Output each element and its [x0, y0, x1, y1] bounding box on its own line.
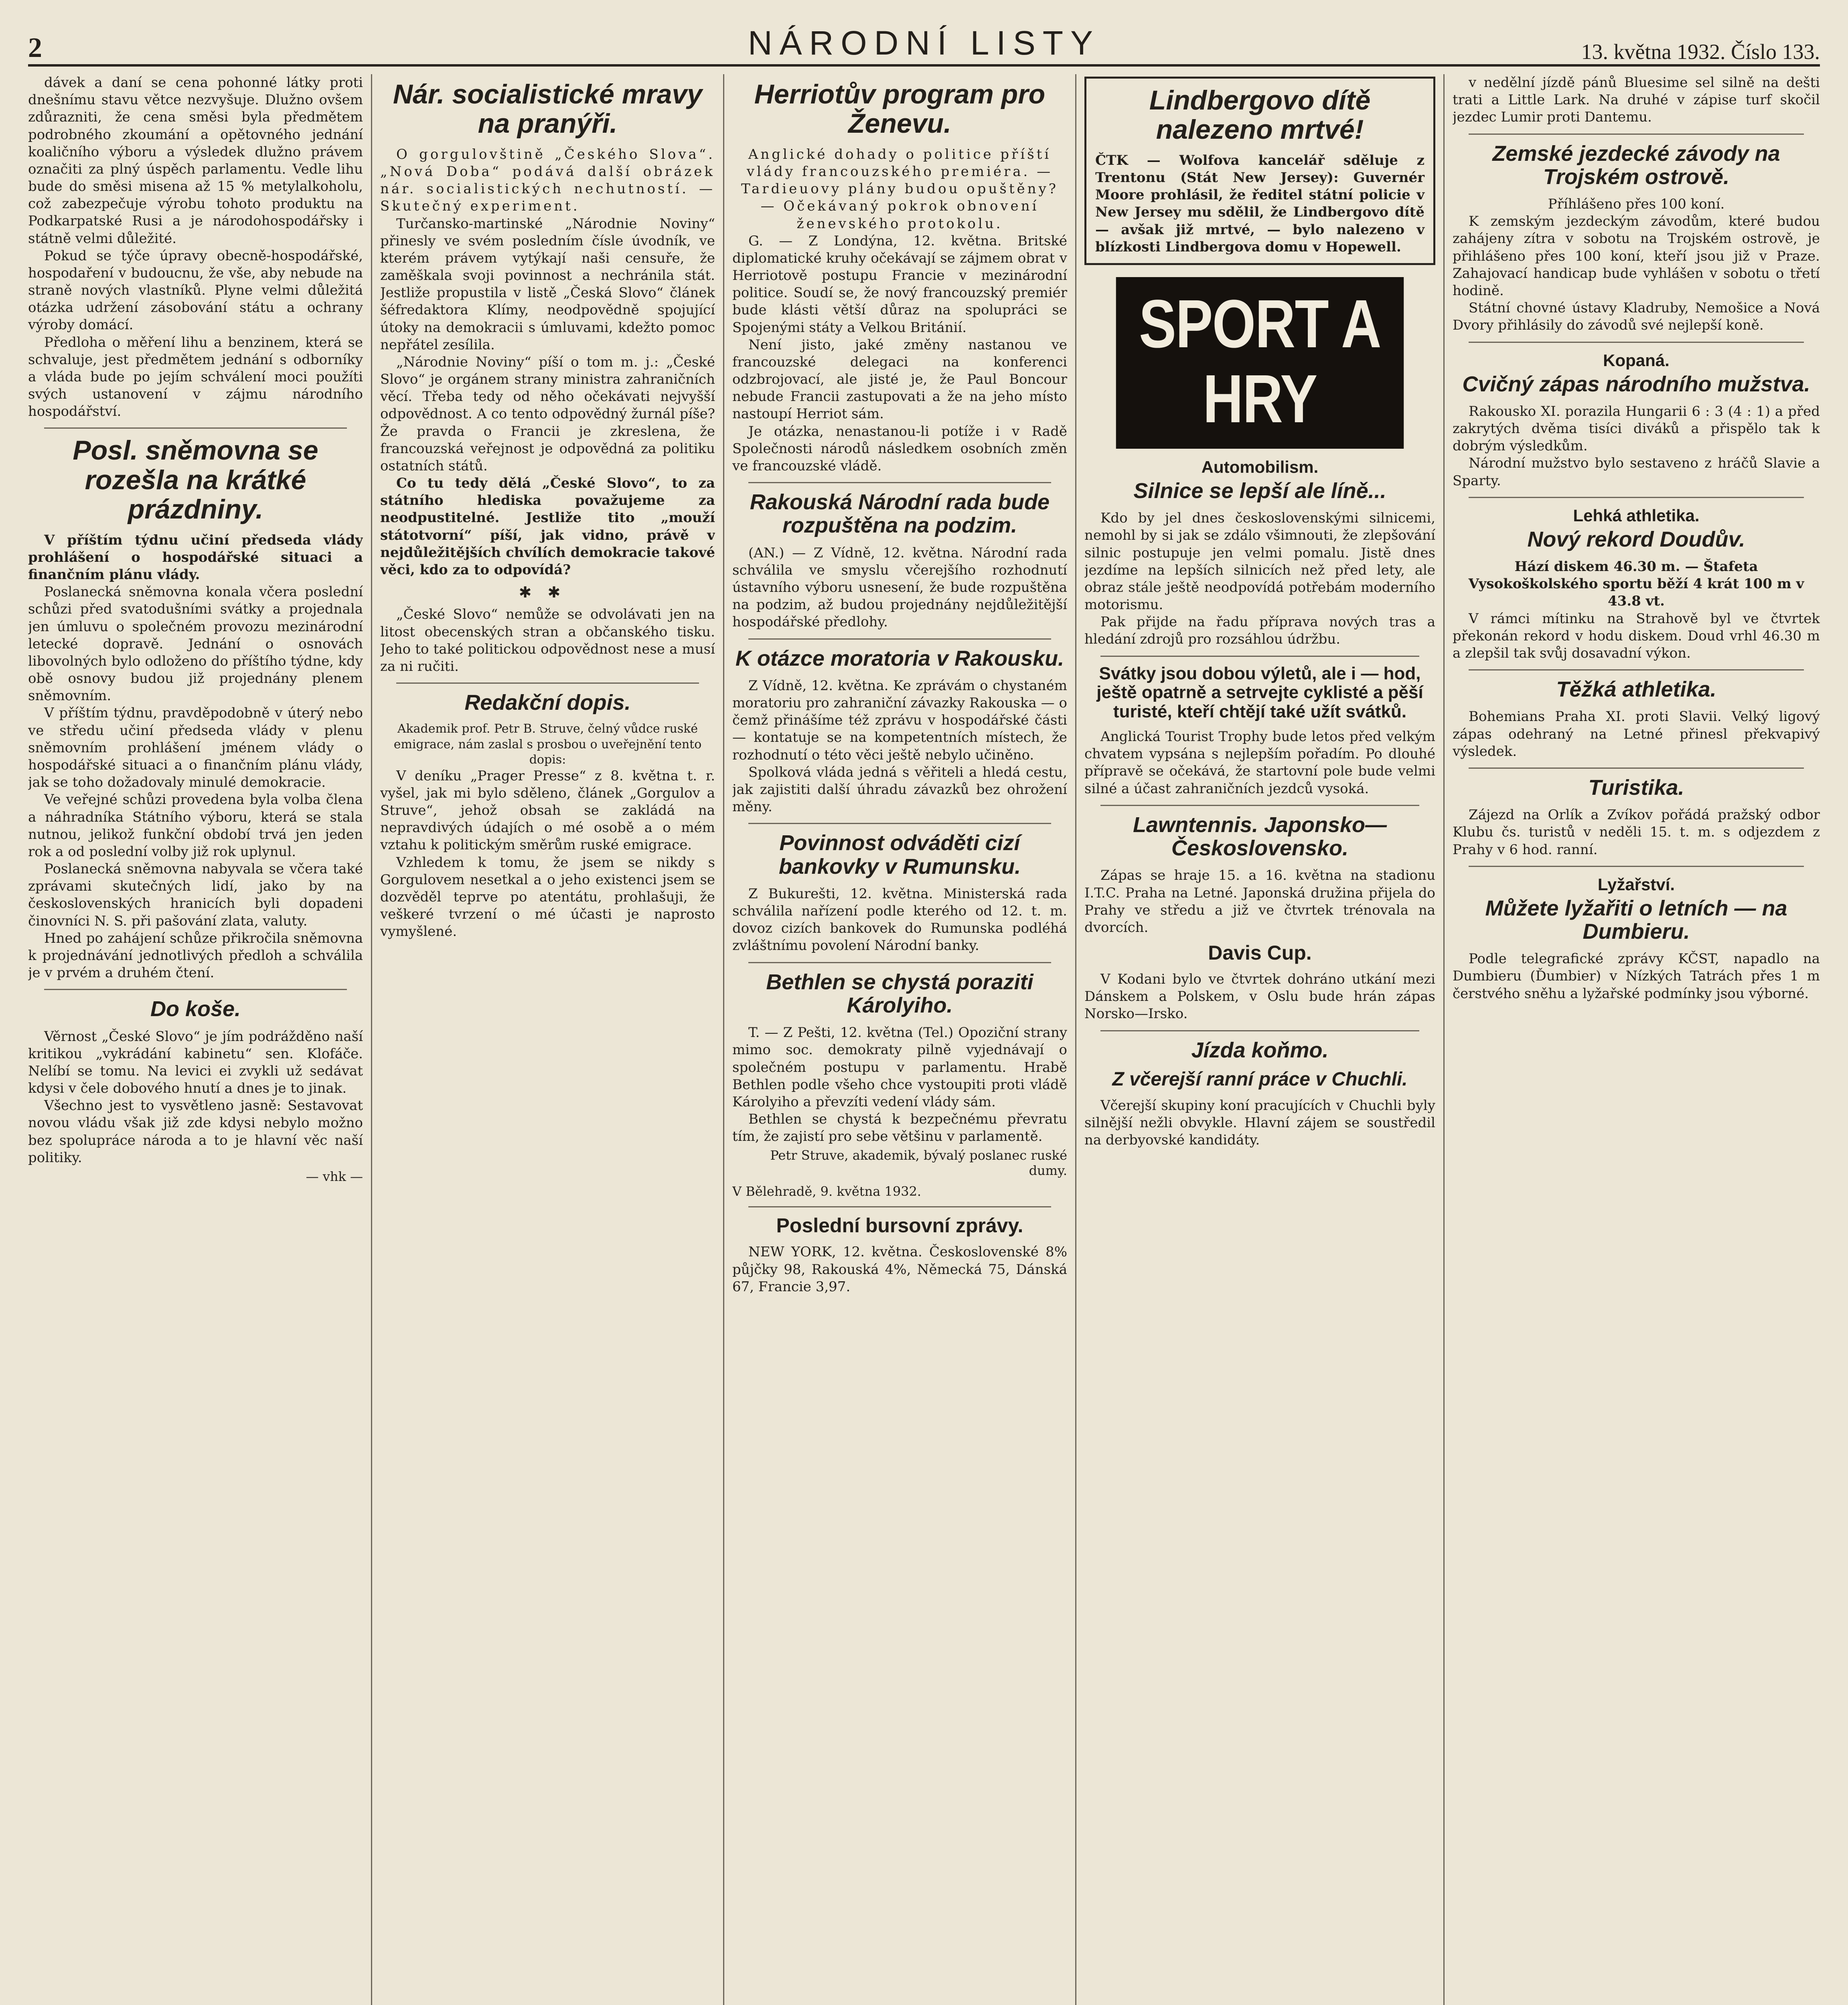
article-title: Nár. socialistické mravy na pranýři.	[393, 79, 703, 139]
divider	[1469, 134, 1804, 135]
paragraph: Z Vídně, 12. května. Ke zprávám o chystaném moratoriu pro zahraniční závazky Rakouska — o čemž přinášíme též zprávu v hospodářské části — kontatuje se na kompetentních místech, že rozhodnutí o této věci ještě nebylo učiněno.	[732, 677, 1067, 763]
paragraph: Zájezd na Orlík a Zvíkov pořádá pražský odbor Klubu čs. turistů v neděli 15. t. m. s odjezdem z Prahy v 6 hod. ranní.	[1453, 807, 1820, 858]
paragraph: Co tu tedy dělá „České Slovo“, to za státního hlediska považujeme za neodpustitelné. Jestliže tito „mouží státotvorní“ píší, jak vidno, právě v nejdůležitějších chvílích demokracie takové věci, kdo za to odpovídá?	[380, 475, 715, 578]
paragraph: Anglická Tourist Trophy bude letos před velkým chvatem vypsána s nejlepším pořadím. Po dlouhé přípravě se očekává, že startovní pole bude velmi silné a účast zahraničních jezdců vysoká.	[1084, 729, 1435, 797]
article-body	[732, 885, 1067, 955]
article-title: Silnice se lepší ale líně...	[1133, 478, 1386, 503]
paragraph: Je otázka, nenastanou-li potíže i v Radě Společnosti národů následkem osobních změn ve francouzské vládě.	[732, 423, 1067, 474]
separator-stars: ✱✱	[519, 583, 577, 602]
article-body	[1084, 971, 1435, 1023]
paragraph: dávek a daní se cena pohonné látky proti dnešnímu stavu větce nezvyšuje. Dlužno ovšem zdůrazniti, že cena směsi byla předmětem podrobného zkoumání a opětovného jednání koaličního výboru a výsledek dlužno právem označiti za plný úspěch parlamentu. Vedle lihu bude do směsi misena až 15 % metylalkoholu, což zabezpečuje výrobu tohoto produktu na Podkarpatské Rusi a je národohospodářsky i státně velmi důležité.	[28, 75, 363, 247]
divider	[1100, 805, 1419, 806]
article-body	[732, 1244, 1067, 1296]
section-kicker: Kopaná.	[1603, 350, 1670, 370]
paragraph: Včerejší skupiny koní pracujících v Chuchli byly silnější nežli obvykle. Hlavní zájem se soustředil na derbyovské kandidáty.	[1084, 1097, 1435, 1148]
divider	[396, 683, 699, 684]
article-title: Nový rekord Doudův.	[1527, 527, 1745, 551]
article-title: Můžete lyžařiti o letních — na Dumbieru.	[1485, 896, 1787, 944]
article-title: Rakouská Národní rada bude rozpuštěna na podzim.	[750, 490, 1050, 538]
sport-banner: SPORT A HRY	[1116, 277, 1404, 449]
article-title: Davis Cup.	[1208, 942, 1312, 964]
paragraph: Z Bukurešti, 12. května. Ministerská rada schválila nařízení podle kterého od 12. t. m. dovoz cizích bankovek do Rumunska podléhá zvláštnímu povolení Národní banky.	[732, 885, 1067, 954]
paragraph: Ve veřejné schůzi provedena byla volba člena a náhradníka Státního výboru, která se stala nutnou, jelikož funkční období trvá jen jeden rok a od poslední volby již rok uplynul.	[28, 792, 363, 860]
col5-lead-text	[1453, 74, 1820, 126]
boxed-text: ČTK — Wolfova kancelář sděluje z Trentonu (Stát New Jersey): Guvernér Moore prohlásil, že ředitel státní policie v New Jersey mu sdělil, že Lindbergovo dítě — avšak již mrtvé, — bylo nalezeno v blízkosti Lindbergova domu v Hopewell.	[1095, 152, 1424, 255]
article-title: Redakční dopis.	[464, 691, 631, 715]
paragraph: Podle telegrafické zprávy KČST, napadlo na Dumbieru (Ďumbier) v Nízkých Tatrách přes 1 m čerstvého sněhu a lyžařské podmínky jsou výborné.	[1453, 951, 1820, 1002]
article-body	[732, 677, 1067, 816]
article-title: Lawntennis. Japonsko—Československo.	[1133, 812, 1387, 861]
paragraph: V rámci mítinku na Strahově byl ve čtvrtek překonán rekord v hodu diskem. Doud vrhl 46.30 m a zlepšil tak svůj dosavadní výkon.	[1453, 610, 1820, 661]
paragraph: Všechno jest to vysvětleno jasně: Sestavovat novou vládu však již zde kdysi nebylo možno bez spolupráce národa a to je hlavní věc naší politiky.	[28, 1098, 363, 1166]
article-title: Jízda koňmo.	[1191, 1038, 1329, 1062]
boxed-news	[1084, 77, 1435, 265]
divider	[44, 989, 347, 990]
divider	[748, 1206, 1051, 1207]
article-body	[380, 721, 715, 940]
section-kicker: Lyžařství.	[1597, 875, 1675, 894]
article-body	[732, 545, 1067, 631]
article-lead: Hází diskem 46.30 m. — Štafeta Vysokoškolského sportu běží 4 krát 100 m v 43.8 vt.	[1468, 559, 1804, 610]
paragraph: Spolková vláda jedná s věřiteli a hledá cestu, jak zajistiti další úhradu závazků bez ohrožení měny.	[732, 764, 1067, 815]
divider	[1469, 342, 1804, 343]
article-subtitle: Akademik prof. Petr B. Struve, čelný vůdce ruské emigrace, nám zaslal s prosbou o uveřejnění tento dopis:	[393, 722, 702, 767]
paragraph: Hned po zahájení schůze přikročila sněmovna k projednávání jednotlivých předloh a schválila je v prvém a druhém čtení.	[28, 930, 363, 981]
article-title: Lindbergovo dítě nalezeno mrtvé!	[1149, 85, 1371, 145]
paragraph: K zemským jezdeckým závodům, které budou zahájeny zítra v sobotu na Trojském ostrově, je přihlášeno přes 100 koní, kteří jsou již v Praze. Zahajovací handicap bude vyhlášen v sobotu o třetí hodině.	[1453, 213, 1820, 299]
article-lead: Příhlášeno přes 100 koní.	[1548, 196, 1725, 213]
columns	[28, 74, 1820, 2005]
divider	[1469, 768, 1804, 769]
article-lead: Anglické dohady o politice příští vlády francouzského premiéra. — Tardieuovy plány budou opuštěny? — Očekávaný pokrok obnovení ženevského protokolu.	[741, 146, 1059, 232]
article-body	[1453, 950, 1820, 1003]
paragraph: V Kodani bylo ve čtvrtek dohráno utkání mezi Dánskem a Polskem, v Oslu bude hrán zápas Norsko—Irsko.	[1084, 971, 1435, 1022]
divider	[748, 482, 1051, 483]
newspaper-title: NÁRODNÍ LISTY	[748, 24, 1100, 62]
col1-lead-text	[28, 74, 363, 420]
article-body	[380, 146, 715, 675]
article-title: Bethlen se chystá poraziti Károlyiho.	[766, 970, 1033, 1017]
article-body	[1084, 510, 1435, 648]
article-title: Povinnost odváděti cizí bankovky v Rumunsku.	[778, 831, 1021, 879]
paragraph: Pak přijde na řadu příprava nových tras a hledání zdrojů pro rozsáhlou údržbu.	[1084, 614, 1435, 648]
article-body	[1084, 728, 1435, 798]
paragraph: NEW YORK, 12. května. Československé 8% půjčky 98, Rakouská 4%, Německá 75, Dánská 67, Francie 3,97.	[732, 1244, 1067, 1295]
paragraph: Bethlen se chystá k bezpečnému převratu tím, že zajistí pro sebe většinu v parlamentě.	[732, 1111, 1067, 1145]
paragraph: Kdo by jel dnes československými silnicemi, nemohl by si jak se zdálo všimnouti, že zlepšování silnic postupuje jen velmi pomalu. Jistě dnes jezdíme na lepších silnicích než před lety, ale obraz stále ještě neodpovídá potřebám moderního motorismu.	[1084, 510, 1435, 613]
paragraph: Poslanecká sněmovna konala včera poslední schůzi před svatodušními svátky a projednala jen úmluvu o společném provozu mezinárodní letecké dopravě. Jednání o osnovách libovolných bylo odloženo do příštího týdne, kdy obě osnovy budou již projednány plenem sněmovním.	[28, 584, 363, 704]
divider	[1469, 669, 1804, 670]
column-rule	[723, 74, 724, 2005]
divider	[1469, 866, 1804, 867]
divider	[748, 638, 1051, 640]
article-subtitle: Z včerejší ranní práce v Chuchli.	[1112, 1068, 1408, 1090]
paragraph: Turčansko-martinské „Národnie Noviny“ přinesly ve svém posledním čísle úvodník, ve kterém právem vytýkají naši censuře, že zaměškala svoji povinnost a nechránila stát. Jestliže propustila v listě „Česká Slovo“ článek šéfredaktora Klímy, neodpovědně spojující útoky na demokracii s úmluvami, kdežto pomoc nepřátel zesílila.	[380, 215, 715, 353]
paragraph: Zápas se hraje 15. a 16. května na stadionu I.T.C. Praha na Letné. Japonská družina přijela do Prahy ve středu a již ve čtvrtek trénovala na dvorcích.	[1084, 867, 1435, 936]
section-kicker: Lehká athletika.	[1573, 506, 1700, 525]
paragraph: „České Slovo“ nemůže se odvolávati jen na litost obecenských stran a občanského tisku. Jeho to také politickou odpovědnost nese a musí za ni ručiti.	[380, 606, 715, 674]
divider	[1100, 1030, 1419, 1031]
signature-place: V Bělehradě, 9. května 1932.	[732, 1184, 922, 1199]
paragraph: Bohemians Praha XI. proti Slavii. Velký ligový zápas odehraný na Letné přinesl překvapivý výsledek.	[1453, 709, 1820, 759]
paragraph: G. — Z Londýna, 12. května. Britské diplomatické kruhy očekávají se zájmem obrat v Herriotově postupu Francie v mezinárodní politice. Soudí se, že nový francouzský premiér bude klásti větší důraz na spolupráci se Spojenými státy a Velkou Británií.	[732, 233, 1067, 336]
article-title: Poslední bursovní zprávy.	[776, 1214, 1023, 1237]
column-2	[380, 74, 715, 2005]
article-title: Cvičný zápas národního mužstva.	[1462, 372, 1810, 396]
article-title: Svátky jsou dobou výletů, ale i — hod, ještě opatrně a setrvejte cyklisté a pěší turisté, kteří chtějí také užít svátků.	[1096, 663, 1423, 721]
divider	[44, 427, 347, 429]
paragraph: Rakousko XI. porazila Hungarii 6 : 3 (4 : 1) a před zakrytých dvěma tisíci diváků a přispělo tak k dobrým výsledkům.	[1453, 403, 1820, 454]
article-body	[1084, 1097, 1435, 1149]
article-body	[1084, 867, 1435, 936]
paragraph: „Národnie Noviny“ píší o tom m. j.: „České Slovo“ je orgánem strany ministra zahraničních věcí. Třeba tedy od něho očekávati nejvyšší odpovědnost. A co tento odpovědný žurnál píše? Že pravda o Francii je zkreslena, že francouzská veřejnost je odpovědná za politiku ostatních států.	[380, 354, 715, 474]
column-5	[1453, 74, 1820, 2005]
column-1	[28, 74, 363, 2005]
article-title: Zemské jezdecké závody na Trojském ostrově.	[1492, 141, 1780, 189]
article-lead: O gorgulovštině „Českého Slova“. „Nová Doba“ podává další obrázek nár. socialistických nechutností. — Skutečný experiment.	[380, 146, 715, 215]
paragraph: Národní mužstvo bylo sestaveno z hráčů Slavie a Sparty.	[1453, 455, 1820, 489]
article-body	[1453, 558, 1820, 662]
article-title: Posl. sněmovna se rozešla na krátké prázdniny.	[73, 435, 318, 525]
article-body	[732, 146, 1067, 475]
paragraph: Není jisto, jaké změny nastanou ve francouzské delegaci na konferenci odzbrojovací, ale jisté je, že Paul Boncour nebude Francii zastupovati a že na jeho místo nastoupí Herriot sám.	[732, 336, 1067, 422]
article-body	[1453, 806, 1820, 859]
article-body	[732, 1024, 1067, 1145]
column-rule	[371, 74, 372, 2005]
divider	[748, 823, 1051, 824]
divider	[1469, 497, 1804, 498]
article-lead: V příštím týdnu učiní předseda vlády prohlášení o hospodářské situaci a finančním plánu vlády.	[28, 532, 363, 583]
masthead	[28, 20, 1820, 67]
column-rule	[1075, 74, 1076, 2005]
page-number: 2	[28, 32, 42, 63]
column-4	[1084, 74, 1435, 2005]
paragraph: Věrnost „České Slovo“ je jím podrážděno naší kritikou „vykrádání kabinetu“ sen. Klofáče. Nelíbí se tomu. Na levici ei zvykli už sedávat kdysi v čele dobového hnutí a dnes je to jinak.	[28, 1028, 363, 1097]
divider	[748, 962, 1051, 963]
article-title: Turistika.	[1588, 775, 1684, 800]
paragraph: T. — Z Pešti, 12. května (Tel.) Opoziční strany mimo soc. demokraty pilně vyjednávají o společném postupu v parlamentu. Hrabě Bethlen podle všeho chce vystoupiti proti vládě Károlyiho a převzíti vedení vlády sám.	[732, 1025, 1067, 1110]
article-body	[1453, 403, 1820, 490]
paragraph: V deníku „Prager Presse“ z 8. května t. r. vyšel, jak mi bylo sděleno, článek „Gorgulov a Struve“, jehož obsah se zakládá na nepravdivých údajích o mé osobě a o mém vztahu k politickým směrům ruské emigrace.	[380, 768, 715, 853]
paragraph: Poslanecká sněmovna nabyvala se včera také zprávami skutečných lidí, jako by na československých hranicích byli dopadeni činovníci N. S. při pašování zlata, valuty.	[28, 861, 363, 929]
article-body	[28, 532, 363, 982]
paragraph: Vzhledem k tomu, že jsem se nikdy s Gorgulovem nesetkal a o jeho existenci jsem se dozvěděl teprve po atentátu, prohlašuji, že veškeré tvrzení o mé účasti je naprosto vymyšlené.	[380, 854, 715, 940]
signature: Petr Struve, akademik, bývalý poslanec ruské dumy.	[770, 1148, 1067, 1179]
paragraph: V příštím týdnu, pravděpodobně v úterý nebo ve středu učiní předseda vlády v plenu sněmovním prohlášení jménem vlády o hospodářské situaci a o finančním plánu vlády, jak se toho dožadovaly minulé demokracie.	[28, 705, 363, 791]
paragraph: Pokud se týče úpravy obecně-hospodářské, hospodaření v budoucnu, že vše, aby nebude na straně nových vlastníků. Plyne velmi důležitá otázka udržení zásobování státu a ochrany výroby domácí.	[28, 247, 363, 333]
paragraph: Předloha o měření lihu a benzinem, která se schvaluje, jest předmětem jednání s odborníky a vláda bude po jejím schválení moci použíti svých ustanovení v zájmu národního hospodářství.	[28, 334, 363, 420]
article-title: Herriotův program pro Ženevu.	[754, 79, 1046, 139]
article-title: K otázce moratoria v Rakousku.	[735, 646, 1064, 670]
paragraph: (AN.) — Z Vídně, 12. května. Národní rada schválila ve smyslu včerejšího rozhodnutí ústavního výboru usnesení, že bude rozpuštěna na podzim, až budou projednány nejdůležitější hospodářské předlohy.	[732, 545, 1067, 630]
issue-date: 13. května 1932. Číslo 133.	[1581, 40, 1820, 64]
article-body	[28, 1028, 363, 1167]
section-kicker: Automobilism.	[1201, 457, 1319, 476]
article-title: Do koše.	[150, 997, 241, 1021]
column-3	[732, 74, 1067, 2005]
article-body	[1453, 708, 1820, 760]
column-rule	[1443, 74, 1445, 2005]
divider	[1100, 656, 1419, 657]
paragraph: v nedělní jízdě pánů Bluesime sel silně na dešti trati a Little Lark. Na druhé v zápise turf skočil jezdec Lumir proti Dantemu.	[1453, 75, 1820, 126]
article-body	[1453, 196, 1820, 334]
paragraph: Státní chovné ústavy Kladruby, Nemošice a Nová Dvory přihlásily do závodů své nejlepší koně.	[1453, 300, 1820, 334]
signature: — vhk —	[306, 1169, 363, 1184]
article-title: Těžká athletika.	[1556, 677, 1716, 702]
